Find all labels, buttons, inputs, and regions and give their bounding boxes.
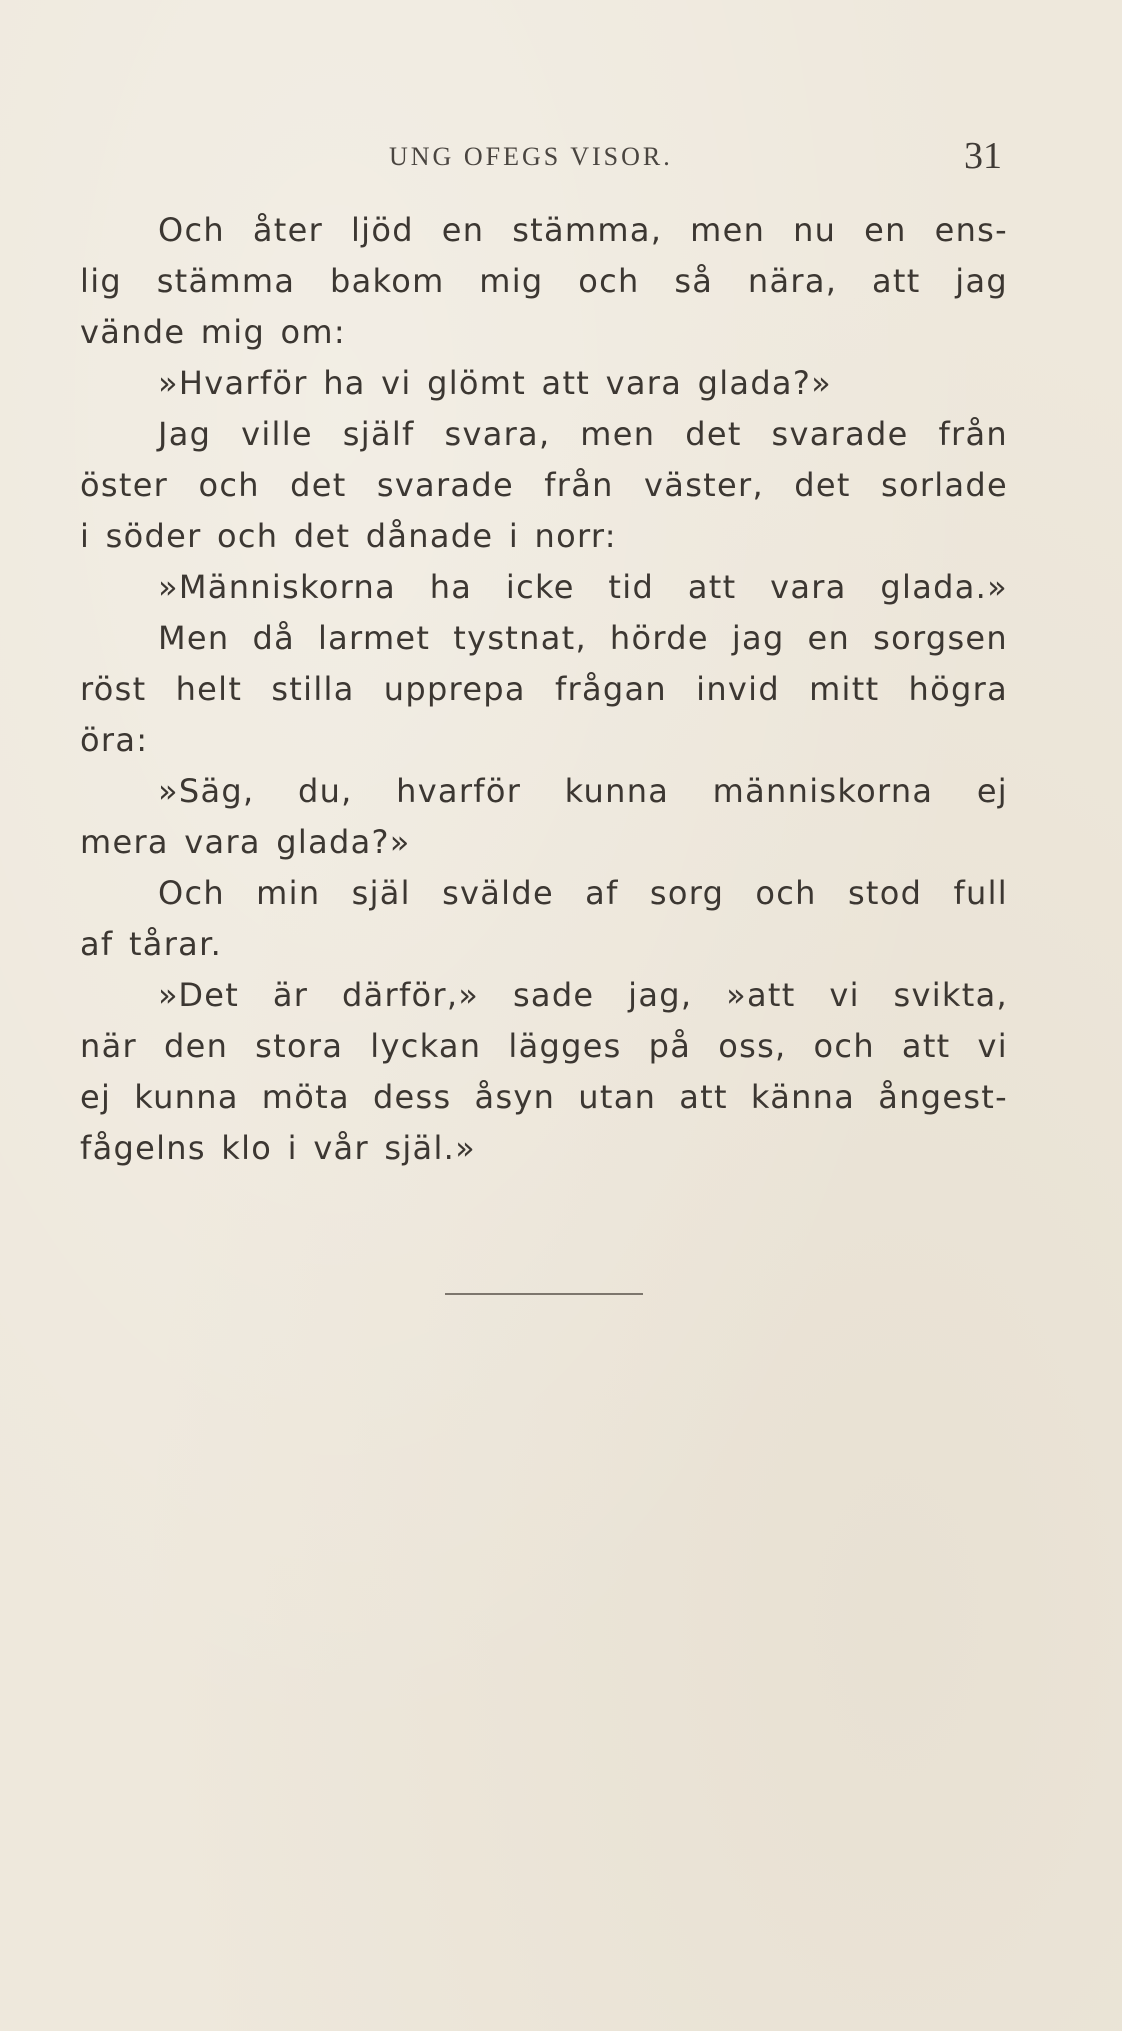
text-line: öra:: [80, 721, 149, 759]
text-line: när den stora lyckan lägges på oss, och att vi: [80, 1027, 1008, 1065]
text-line: röst helt stilla upprepa frågan invid mitt högra: [80, 670, 1008, 708]
text-line: vände mig om:: [80, 313, 346, 351]
text-line: »Människorna ha icke tid att vara glada.»: [158, 568, 1008, 606]
text-line: fågelns klo i vår själ.»: [80, 1129, 477, 1167]
text-line: Och åter ljöd en stämma, men nu en ens-: [158, 211, 1008, 249]
text-line: »Säg, du, hvarför kunna människorna ej: [158, 772, 1008, 810]
text-line: lig stämma bakom mig och så nära, att jag: [80, 262, 1008, 300]
text-line: Jag ville själf svara, men det svarade från: [158, 415, 1008, 453]
text-line: ej kunna möta dess åsyn utan att känna ångest-: [80, 1078, 1008, 1116]
body-text: [80, 205, 1008, 1174]
text-line: »Det är därför,» sade jag, »att vi svikta,: [158, 976, 1008, 1014]
running-head: [80, 134, 1002, 178]
text-line: »Hvarför ha vi glömt att vara glada?»: [158, 364, 833, 402]
text-line: öster och det svarade från väster, det sorlade: [80, 466, 1008, 504]
text-line: Men då larmet tystnat, hörde jag en sorgsen: [158, 619, 1008, 657]
text-line: mera vara glada?»: [80, 823, 411, 861]
text-line: i söder och det dånade i norr:: [80, 517, 617, 555]
page-number: 31: [964, 135, 1002, 177]
text-line: af tårar.: [80, 925, 223, 963]
end-rule: [445, 1293, 643, 1295]
text-line: Och min själ svälde af sorg och stod full: [158, 874, 1008, 912]
header-title: UNG OFEGS VISOR.: [389, 142, 673, 171]
